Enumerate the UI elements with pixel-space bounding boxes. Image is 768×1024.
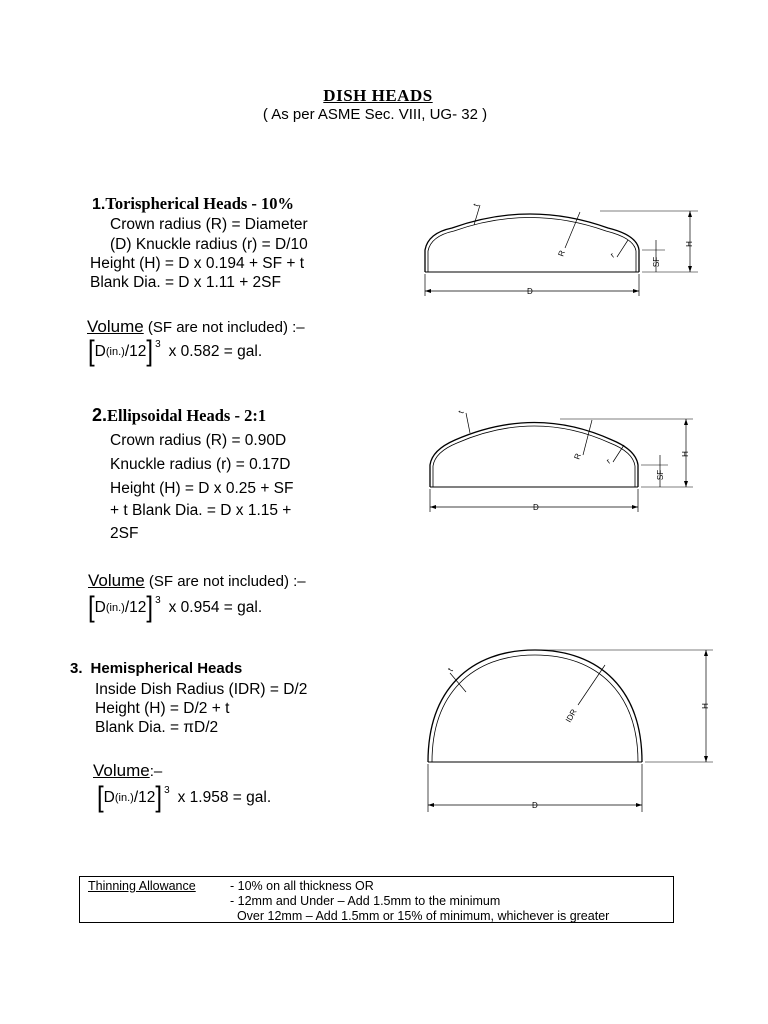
- formula-rest: x 0.582 = gal.: [168, 343, 263, 360]
- label-t: t: [471, 202, 481, 208]
- label-t: t: [456, 409, 466, 415]
- formula-exp: 3: [155, 338, 161, 350]
- formula-d: D: [94, 599, 106, 616]
- section-title: Hemispherical Heads: [90, 660, 243, 677]
- formula-div: /12: [133, 789, 156, 806]
- thinning-line-2: - 12mm and Under – Add 1.5mm to the minimum: [230, 894, 501, 908]
- formula-unit: (in.): [105, 346, 125, 358]
- formula-rest: x 1.958 = gal.: [177, 789, 272, 806]
- dim-h-label: H: [685, 241, 694, 247]
- volume-note: :–: [149, 763, 163, 780]
- hemispherical-line-3: Blank Dia. = πD/2: [95, 719, 219, 736]
- dim-d-label: D: [532, 801, 538, 810]
- section-title: Torispherical Heads - 10%: [105, 194, 295, 213]
- section-title: Ellipsoidal Heads - 2:1: [107, 406, 267, 425]
- volume-label: Volume: [88, 571, 145, 590]
- dim-sf-label: SF: [652, 256, 661, 268]
- bracket-close: ]: [146, 335, 154, 368]
- formula-unit: (in.): [114, 792, 134, 804]
- formula-unit: (in.): [105, 602, 125, 614]
- volume-label: Volume: [87, 317, 144, 336]
- volume-note: (SF are not included) :–: [144, 573, 306, 590]
- leader-idr: [578, 665, 605, 705]
- bracket-open: [: [88, 335, 95, 368]
- formula-d: D: [103, 789, 115, 806]
- torispherical-line-4: Blank Dia. = D x 1.11 + 2SF: [90, 274, 281, 291]
- formula-div: /12: [124, 343, 147, 360]
- bracket-open: [: [88, 591, 95, 624]
- dim-h-label: H: [681, 451, 690, 457]
- ellipsoidal-line-3: Height (H) = D x 0.25 + SF: [110, 480, 294, 497]
- dim-sf-label: SF: [656, 469, 665, 481]
- formula-d: D: [94, 343, 106, 360]
- leader-t: [450, 673, 466, 692]
- thinning-line-3: Over 12mm – Add 1.5mm or 15% of minimum, whichever is greater: [230, 909, 610, 923]
- torispherical-line-3: Height (H) = D x 0.194 + SF + t: [90, 255, 305, 272]
- torispherical-line-1: Crown radius (R) = Diameter: [110, 216, 308, 233]
- thinning-line-1: - 10% on all thickness OR: [230, 879, 374, 893]
- dim-h-label: H: [701, 703, 710, 709]
- bracket-close: ]: [155, 781, 163, 814]
- thinning-allowance-box: [79, 876, 674, 923]
- hemispherical-line-1: Inside Dish Radius (IDR) = D/2: [95, 681, 308, 698]
- ellipsoidal-line-4: + t Blank Dia. = D x 1.15 +: [110, 502, 292, 519]
- bracket-close: ]: [146, 591, 154, 624]
- ellipsoidal-line-1: Crown radius (R) = 0.90D: [110, 432, 287, 449]
- formula-div: /12: [124, 599, 147, 616]
- formula-rest: x 0.954 = gal.: [168, 599, 263, 616]
- dim-d-label: D: [527, 287, 533, 296]
- page-title: DISH HEADS: [323, 86, 433, 105]
- section-number: 1.: [92, 196, 106, 213]
- label-r-small: r: [608, 250, 617, 260]
- head-inner: [432, 655, 638, 762]
- label-r-big: R: [556, 249, 567, 258]
- formula-exp: 3: [164, 784, 170, 796]
- section-number: 2.: [92, 405, 108, 425]
- label-r-big: R: [572, 452, 583, 461]
- ellipsoidal-line-5: 2SF: [110, 525, 139, 542]
- volume-note: (SF are not included) :–: [143, 319, 305, 336]
- formula-exp: 3: [155, 594, 161, 606]
- thinning-label: Thinning Allowance: [88, 879, 196, 893]
- bracket-open: [: [97, 781, 104, 814]
- section-number: 3.: [70, 660, 83, 677]
- label-t: t: [445, 666, 455, 673]
- hemispherical-line-2: Height (H) = D/2 + t: [95, 700, 230, 717]
- volume-label: Volume: [93, 761, 150, 780]
- label-r-small: r: [604, 456, 613, 466]
- torispherical-line-2: (D) Knuckle radius (r) = D/10: [110, 236, 308, 253]
- label-idr: IDR: [563, 707, 579, 724]
- ellipsoidal-line-2: Knuckle radius (r) = 0.17D: [110, 456, 291, 473]
- head-outline: [428, 650, 642, 762]
- page-subtitle: ( As per ASME Sec. VIII, UG- 32 ): [262, 106, 488, 123]
- dim-d-label: D: [533, 503, 539, 512]
